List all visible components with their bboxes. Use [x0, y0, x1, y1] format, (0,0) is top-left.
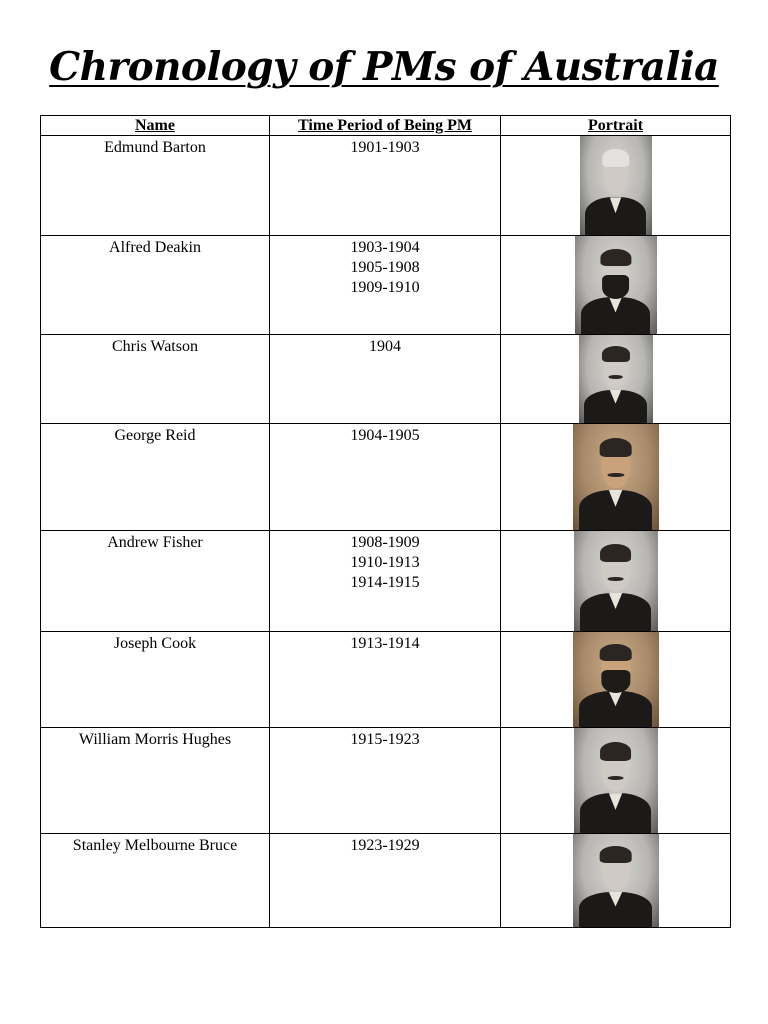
pm-period-cell [270, 632, 501, 728]
pm-period-cell [270, 236, 501, 335]
pm-name: Edmund Barton [41, 136, 270, 236]
pm-period: 1904-1905 [350, 427, 420, 444]
portrait-photo [573, 632, 659, 727]
pm-portrait-cell [501, 236, 731, 335]
pm-portrait-cell [501, 531, 731, 632]
pm-name: Andrew Fisher [41, 531, 270, 632]
pm-name: George Reid [41, 424, 270, 531]
portrait-photo [575, 236, 657, 334]
pm-name: William Morris Hughes [41, 728, 270, 834]
table-row [41, 632, 731, 728]
pm-period: 1901-1903 [350, 139, 420, 156]
page-title: Chronology of PMs of Australia [49, 44, 719, 90]
pm-period: 1904 [369, 338, 401, 355]
portrait-photo [580, 136, 652, 235]
table-body [41, 136, 731, 928]
pm-portrait-cell [501, 834, 731, 928]
pm-period: 1910-1913 [350, 554, 420, 571]
pm-portrait-cell [501, 728, 731, 834]
pm-table [40, 115, 731, 928]
pm-period-cell [270, 834, 501, 928]
pm-portrait-cell [501, 632, 731, 728]
period-column-header: Time Period of Being PM [270, 116, 501, 136]
portrait-photo [579, 335, 653, 423]
portrait-photo [573, 834, 659, 927]
pm-portrait-cell [501, 136, 731, 236]
pm-period-cell [270, 424, 501, 531]
portrait-photo [573, 424, 659, 530]
pm-period: 1915-1923 [350, 731, 420, 748]
portrait-column-header: Portrait [501, 116, 731, 136]
table-header-row [41, 116, 731, 136]
pm-period: 1905-1908 [350, 259, 420, 276]
pm-period: 1909-1910 [350, 279, 420, 296]
table-row [41, 335, 731, 424]
pm-period-cell [270, 136, 501, 236]
pm-period-cell [270, 335, 501, 424]
table-row [41, 531, 731, 632]
name-column-header: Name [41, 116, 270, 136]
table-row [41, 236, 731, 335]
portrait-photo [574, 728, 658, 833]
table-row [41, 424, 731, 531]
pm-period: 1923-1929 [350, 837, 420, 854]
pm-period-cell [270, 531, 501, 632]
pm-period: 1903-1904 [350, 239, 420, 256]
table-row [41, 136, 731, 236]
table-row [41, 728, 731, 834]
pm-period: 1913-1914 [350, 635, 420, 652]
pm-period: 1908-1909 [350, 534, 420, 551]
pm-name: Alfred Deakin [41, 236, 270, 335]
pm-period-cell [270, 728, 501, 834]
portrait-photo [574, 531, 658, 631]
pm-name: Joseph Cook [41, 632, 270, 728]
pm-name: Chris Watson [41, 335, 270, 424]
pm-name: Stanley Melbourne Bruce [41, 834, 270, 928]
table-row [41, 834, 731, 928]
pm-portrait-cell [501, 424, 731, 531]
pm-period: 1914-1915 [350, 574, 420, 591]
pm-portrait-cell [501, 335, 731, 424]
